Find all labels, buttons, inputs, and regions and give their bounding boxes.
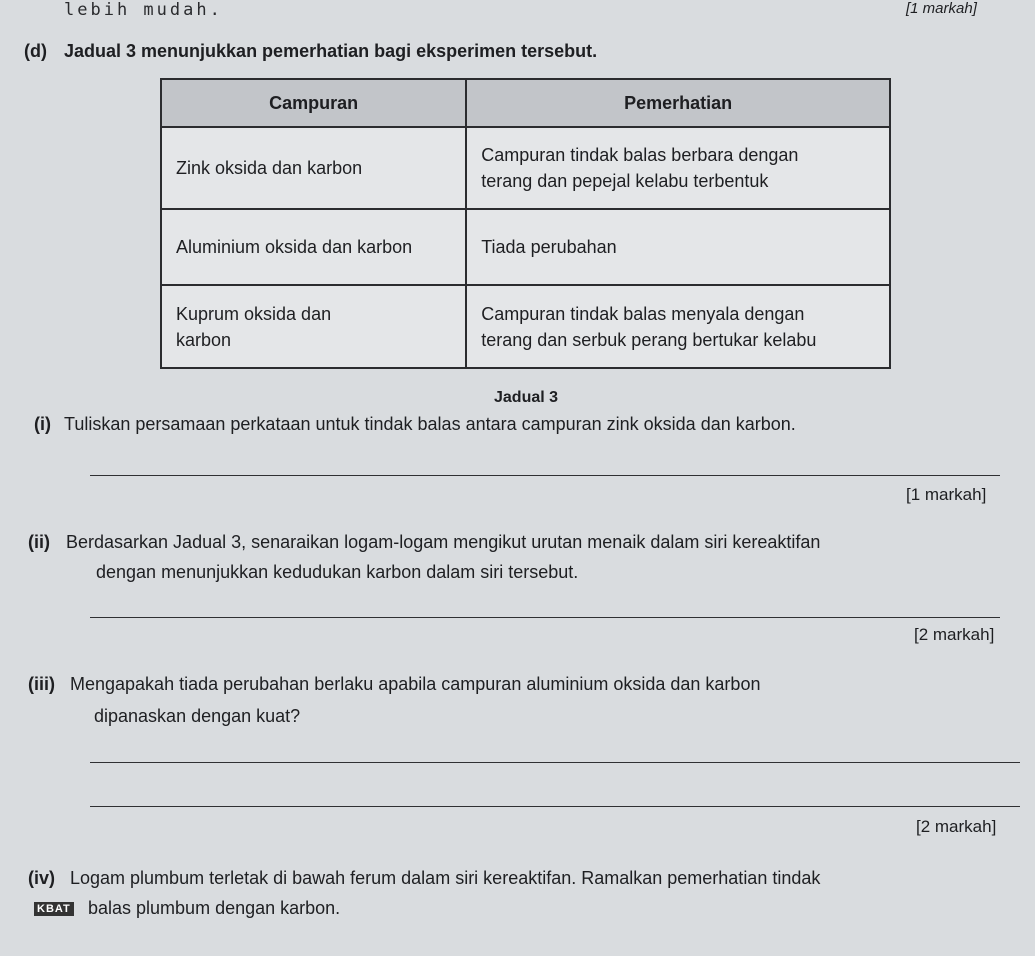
handwritten-note: lebih mudah. xyxy=(64,0,223,20)
question-iii-text-line2: dipanaskan dengan kuat? xyxy=(94,706,301,726)
part-d-text: Jadual 3 menunjukkan pemerhatian bagi eksperimen tersebut. xyxy=(64,41,598,61)
table-header-observation: Pemerhatian xyxy=(466,79,890,127)
table-row xyxy=(161,127,890,209)
table-cell-mixture: Kuprum oksida dan karbon xyxy=(161,285,466,368)
question-iv-text-line2: balas plumbum dengan karbon. xyxy=(88,898,341,918)
table-row xyxy=(161,209,890,285)
question-i-label: (i) xyxy=(34,414,51,434)
table-cell-mixture: Zink oksida dan karbon xyxy=(161,127,466,209)
kbat-badge: KBAT xyxy=(34,899,74,917)
table-cell-mixture: Aluminium oksida dan karbon xyxy=(161,209,466,285)
question-ii-marks: [2 markah] xyxy=(914,625,995,644)
table-cell-observation: Campuran tindak balas menyala dengan terang dan serbuk perang bertukar kelabu xyxy=(466,285,890,368)
top-marks-label: [1 markah] xyxy=(906,0,977,17)
question-ii-text-line1: Berdasarkan Jadual 3, senaraikan logam-logam mengikut urutan menaik dalam siri kereaktifan xyxy=(66,532,821,552)
answer-line xyxy=(90,617,1000,618)
table-header-mixture: Campuran xyxy=(161,79,466,127)
question-ii-text-line2: dengan menunjukkan kedudukan karbon dalam siri tersebut. xyxy=(96,562,579,582)
answer-line xyxy=(90,762,1020,763)
table-caption: Jadual 3 xyxy=(494,389,559,406)
part-d-label: (d) xyxy=(24,41,47,61)
observation-table xyxy=(160,78,891,369)
table-row xyxy=(161,285,890,368)
answer-line xyxy=(90,475,1000,476)
table-cell-observation: Campuran tindak balas berbara dengan terang dan pepejal kelabu terbentuk xyxy=(466,127,890,209)
question-iii-text-line1: Mengapakah tiada perubahan berlaku apabila campuran aluminium oksida dan karbon xyxy=(70,674,761,694)
answer-line xyxy=(90,806,1020,807)
question-iii-marks: [2 markah] xyxy=(916,817,997,836)
question-iii-label: (iii) xyxy=(28,674,55,694)
question-iv-label: (iv) xyxy=(28,868,55,888)
question-i-text: Tuliskan persamaan perkataan untuk tindak balas antara campuran zink oksida dan karbon. xyxy=(64,414,796,434)
question-i-marks: [1 markah] xyxy=(906,485,987,504)
table-header-row xyxy=(161,79,890,127)
question-iv-text-line1: Logam plumbum terletak di bawah ferum dalam siri kereaktifan. Ramalkan pemerhatian tindak xyxy=(70,868,821,888)
question-ii-label: (ii) xyxy=(28,532,50,552)
table-cell-observation: Tiada perubahan xyxy=(466,209,890,285)
